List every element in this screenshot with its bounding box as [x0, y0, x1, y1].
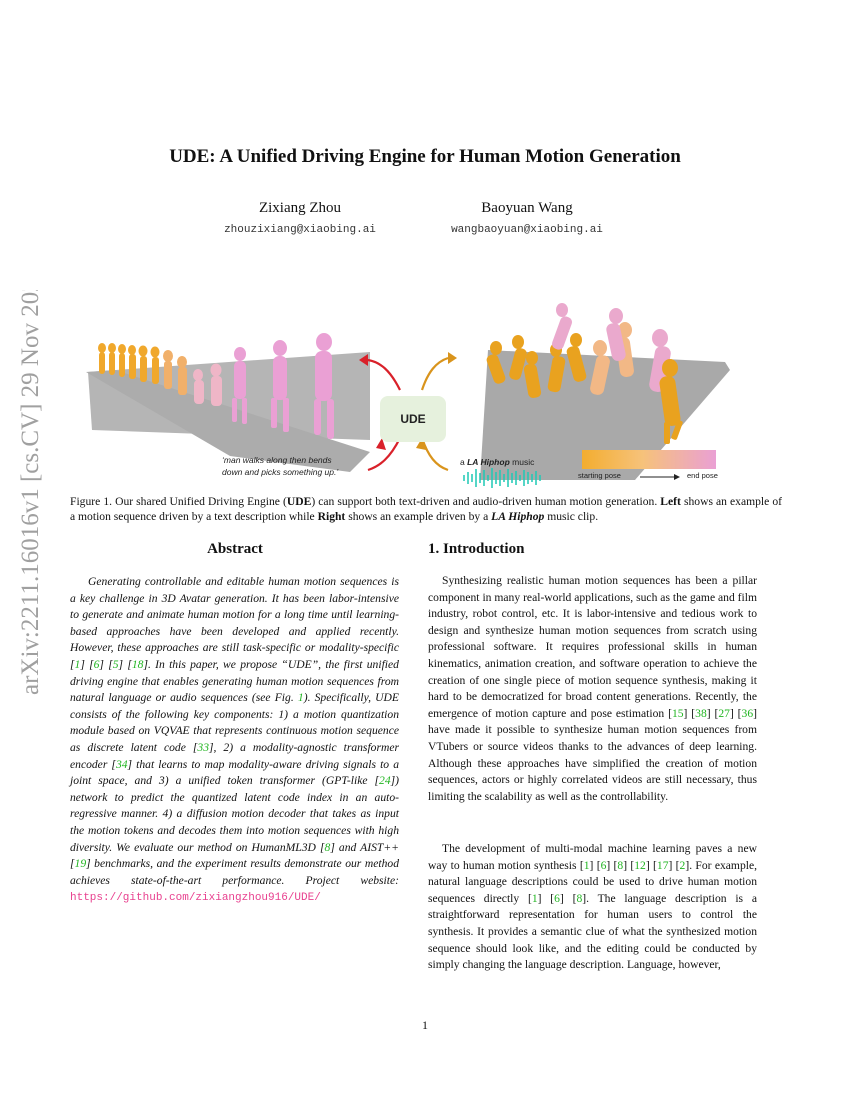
paragraph-text: ] [: [537, 891, 555, 905]
paragraph-text: ]. The language description is a straightforward representation for human users to control the synthesis. It provides a semantic clue of what the synthesized motion sequence should look like, and the editing could be conducted by simply changing the language description. Language, however,: [428, 891, 757, 972]
author-name-2: Baoyuan Wang: [481, 200, 573, 216]
introduction-heading: 1. Introduction: [428, 541, 525, 557]
figure-1: [70, 290, 782, 490]
citation-link[interactable]: 6: [93, 657, 100, 671]
paragraph-text: Generating controllable and editable human motion sequences is a key challenge in 3D Avatar generation. It has been labor-intensive to generate and animate human motion for a long time until learning-based approaches have been developed and applied recently. However, these approaches are still task-specific or modality-specific [: [70, 575, 399, 671]
paragraph-text: ] [: [606, 858, 618, 872]
paragraph-text: ] [: [80, 657, 94, 671]
paragraph-text: ] [: [683, 706, 696, 720]
author-email-2: wangbaoyuan@xiaobing.ai: [451, 224, 603, 236]
text-prompt-line-2: down and picks something up.’: [222, 467, 339, 477]
citation-link[interactable]: 27: [718, 706, 730, 720]
citation-link[interactable]: 1: [74, 657, 81, 671]
citation-link[interactable]: 34: [115, 757, 128, 771]
paragraph-text: ] [: [623, 858, 635, 872]
figure-caption: Figure 1. Our shared Unified Driving Engine (UDE) can support both text-driven and audio-driven human motion generation. Left shows an example of a motion sequence driven by a text description while Right shows an example driven by a LA Hiphop music clip.: [70, 495, 782, 523]
citation-link[interactable]: 18: [131, 657, 144, 671]
citation-link[interactable]: 12: [634, 858, 646, 872]
introduction-paragraph-2: [428, 841, 757, 974]
music-genre: LA Hiphop: [467, 457, 510, 467]
citation-link[interactable]: 19: [74, 857, 87, 871]
pose-gradient-bar: [582, 450, 716, 469]
citation-link[interactable]: 17: [656, 858, 669, 872]
author-email-1: zhouzixiang@xiaobing.ai: [224, 224, 376, 236]
citation-link[interactable]: 2: [679, 858, 686, 872]
abstract-heading: Abstract: [207, 541, 263, 557]
paragraph-text: ] [: [706, 706, 719, 720]
music-label: [460, 457, 534, 467]
citation-link[interactable]: 8: [617, 858, 624, 872]
paragraph-text: ). Specifically, UDE consists of the following key components: 1) a motion quantization module based on VQVAE that represents continuous motion sequence as discrete latent code [: [70, 691, 399, 754]
arrow-up-left: [368, 360, 400, 390]
introduction-paragraph-1: [428, 573, 757, 805]
citation-link[interactable]: 1: [297, 691, 304, 705]
paragraph-text: ]. For example, natural language descriptions could be used to drive human motion sequences directly [: [428, 858, 757, 905]
end-pose-label: end pose: [687, 471, 718, 480]
page-number: 1: [422, 1018, 428, 1032]
paragraph-text: ] [: [729, 706, 742, 720]
paragraph-text: ]) network to predict the quantized latent code index in an auto-regressive manner. 4) a diffusion motion decoder that takes as input the motion tokens and decodes them into motion sequences with high diversity. We evaluate our method on HumanML3D [: [70, 774, 399, 854]
paragraph-text: ] [: [645, 858, 657, 872]
paragraph-text: ], 2) a modality-agnostic transformer encoder [: [70, 740, 399, 771]
citation-link[interactable]: 1: [531, 891, 538, 905]
text-prompt: [222, 454, 382, 478]
paragraph-text: Synthesizing realistic human motion sequences has been a pillar component in many real-world applications, such as the game and film industry, robot control, etc. It is labor-intensive and tedious work to design and synthesize human motion sequences from scratch using professional software. It requires professional skills in human kinematics, animation creation, and software operation to achieve the creation of one single piece of motion sequence synthesis, making it hard to be democratized for broad content generations. Recently, the emergence of motion capture and pose estimation [: [428, 574, 757, 720]
citation-link[interactable]: 1: [583, 858, 590, 872]
start-pose-label: starting pose: [578, 471, 621, 480]
citation-link[interactable]: 15: [671, 706, 684, 720]
project-url-link[interactable]: https://github.com/zixiangzhou916/UDE/: [70, 892, 321, 905]
arxiv-id: arXiv:2211.16016v1 [cs.CV] 29 Nov 2022: [17, 290, 44, 695]
paragraph-text: ] and AIST++ [: [70, 840, 400, 871]
arxiv-stamp: [4, 290, 50, 700]
paragraph-text: ] [: [118, 657, 132, 671]
citation-link[interactable]: 38: [695, 706, 707, 720]
arrow-up-right: [422, 358, 448, 390]
music-prefix: a: [460, 457, 465, 467]
citation-link[interactable]: 5: [112, 657, 119, 671]
paragraph-text: ] [: [589, 858, 601, 872]
citation-link[interactable]: 8: [576, 891, 583, 905]
citation-link[interactable]: 8: [324, 840, 331, 854]
text-prompt-line-1: ‘man walks along then bends: [222, 455, 332, 465]
citation-link[interactable]: 24: [379, 774, 391, 788]
author-name-1: Zixiang Zhou: [258, 200, 342, 216]
music-suffix: music: [512, 457, 535, 467]
paragraph-text: ] [: [99, 657, 113, 671]
ude-engine-box: UDE: [380, 396, 446, 442]
paragraph-text: ] [: [559, 891, 577, 905]
citation-link[interactable]: 36: [741, 706, 754, 720]
arrow-down-right: [422, 438, 448, 470]
paragraph-text: ] that learns to map modality-aware driving signals to a joint space, and 3) a unified token transformer (GPT-like [: [70, 757, 399, 788]
paragraph-text: ] benchmarks, and the experiment results demonstrate our method achieves state-of-the-art performance. Project website:: [70, 857, 399, 887]
paper-title: UDE: A Unified Driving Engine for Human Motion Generation: [169, 146, 681, 167]
citation-link[interactable]: 33: [197, 740, 209, 754]
paragraph-text: The development of multi-modal machine learning paves a new way to human motion synthesis [: [428, 842, 757, 872]
figure-1-graphic: [70, 290, 782, 490]
paragraph-text: ] have made it possible to synthesize human motion sequences from VTubers or source videos thanks to the advances of deep learning. Although these approaches have simplified the creation of motion sequences, actors or highly correlated videos are still necessary, thus limiting the scalability as well as the controllability.: [428, 706, 758, 803]
citation-link[interactable]: 6: [600, 858, 607, 872]
paragraph-text: ]. In this paper, we propose “UDE”, the first unified driving engine that enables generating human motion sequences from natural language or audio sequences (see Fig.: [70, 657, 399, 705]
paragraph-text: ] [: [668, 858, 680, 872]
citation-link[interactable]: 6: [554, 891, 560, 905]
abstract-body: [70, 574, 399, 907]
